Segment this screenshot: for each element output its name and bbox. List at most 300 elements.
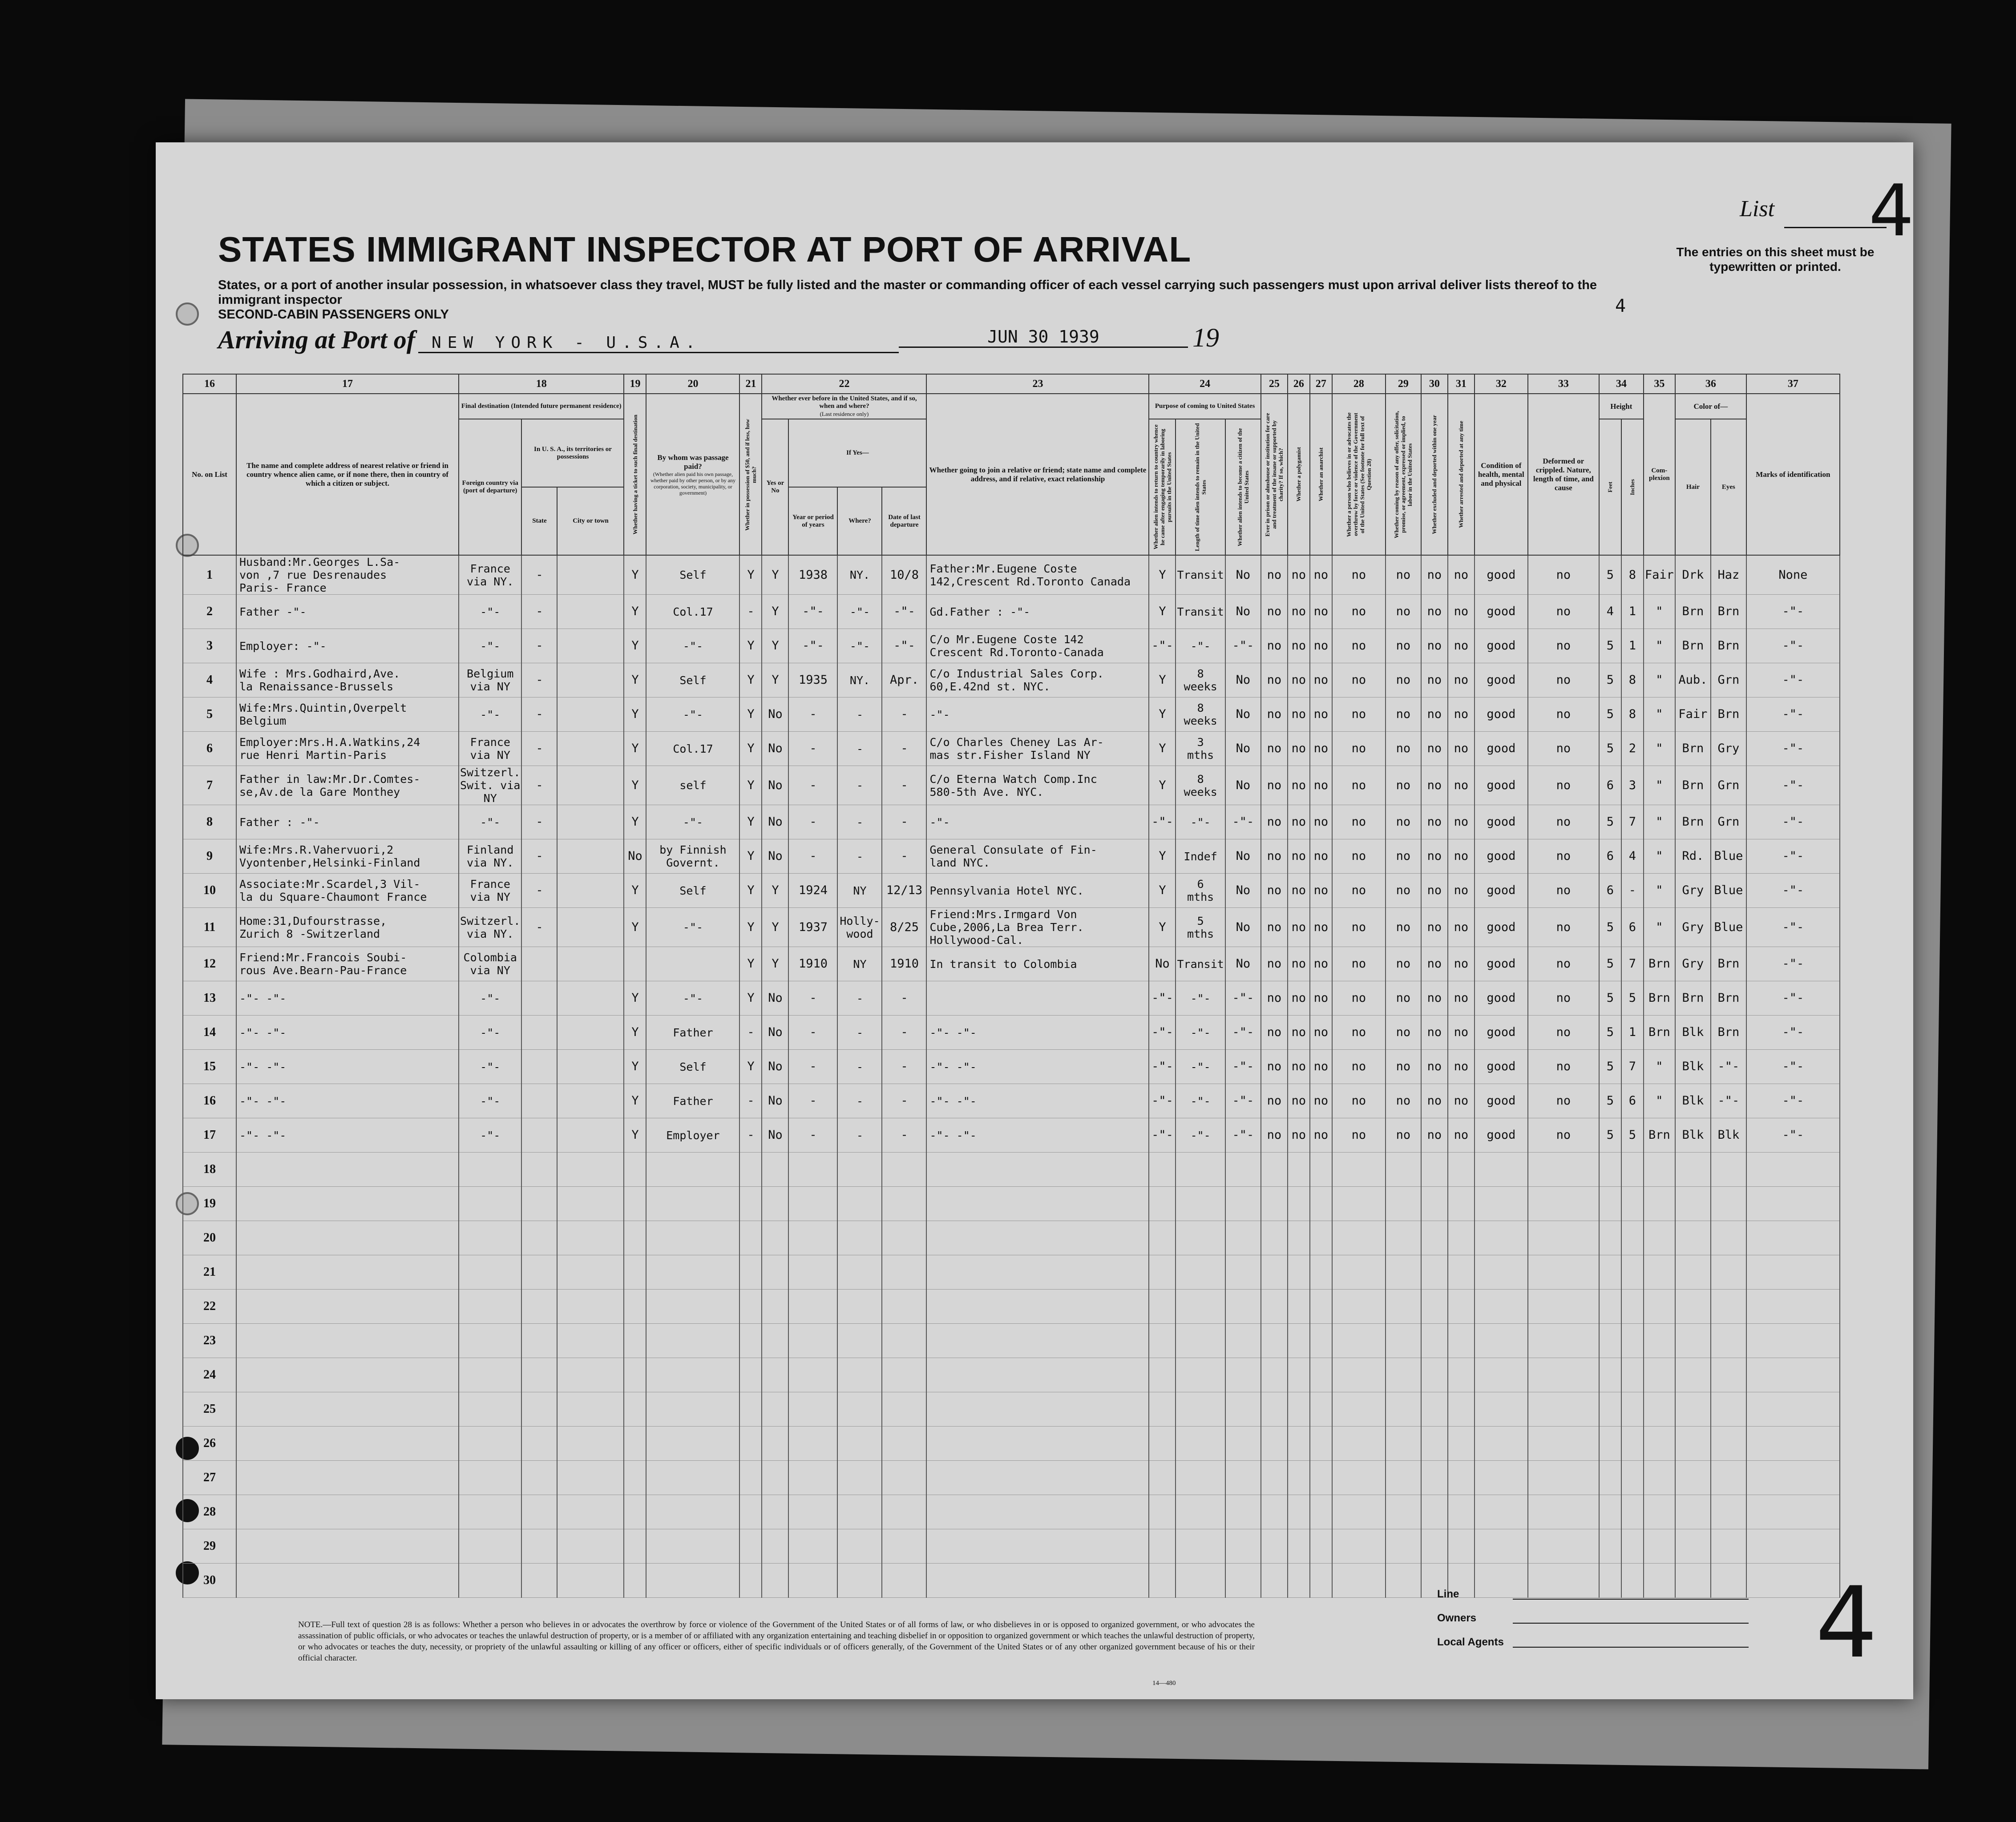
cell-yn xyxy=(762,1529,788,1564)
cell-tk: Y xyxy=(624,766,646,805)
cell-c31: no xyxy=(1448,908,1475,947)
cell-marks: -"- xyxy=(1746,1016,1840,1050)
cell-where xyxy=(837,1187,882,1221)
cell-tk: Y xyxy=(624,1016,646,1050)
cell-c28 xyxy=(1332,1255,1386,1290)
col-num-16: 16 xyxy=(183,374,236,394)
cell-tk xyxy=(624,1221,646,1255)
cell-marks: -"- xyxy=(1746,908,1840,947)
cell-marks xyxy=(1746,1290,1840,1324)
cell-hair: Brn xyxy=(1675,595,1711,629)
cell-dep: - xyxy=(882,805,926,839)
cell-pb xyxy=(1176,1221,1225,1255)
cell-c29: no xyxy=(1386,1084,1421,1118)
cell-ft: 5 xyxy=(1599,629,1621,663)
cell-c28: no xyxy=(1332,874,1386,908)
cell-c29: no xyxy=(1386,839,1421,874)
cell-city xyxy=(557,1153,624,1187)
cell-fc xyxy=(459,1358,521,1392)
cell-c29: no xyxy=(1386,1050,1421,1084)
cell-tk xyxy=(624,1564,646,1598)
cell-def: no xyxy=(1528,697,1599,732)
cell-c25 xyxy=(1261,1358,1288,1392)
col-num-19: 19 xyxy=(624,374,646,394)
cell-st xyxy=(521,1461,557,1495)
cell-fc xyxy=(459,1461,521,1495)
cell-pc: -"- xyxy=(1225,1016,1261,1050)
cell-paid: Father xyxy=(646,1084,739,1118)
cell-in xyxy=(1621,1427,1644,1461)
cell-st xyxy=(521,981,557,1016)
cell-c28: no xyxy=(1332,805,1386,839)
cell-pb: Transit xyxy=(1176,595,1225,629)
cell-yn: Y xyxy=(762,629,788,663)
table-row xyxy=(183,663,1840,697)
cell-pb xyxy=(1176,1564,1225,1598)
cell-c29 xyxy=(1386,1324,1421,1358)
cell-city xyxy=(557,1495,624,1529)
cell-comp: " xyxy=(1644,595,1675,629)
cell-in: 5 xyxy=(1621,981,1644,1016)
header-c30 xyxy=(1421,394,1448,555)
cell-tk: Y xyxy=(624,697,646,732)
cell-tk: Y xyxy=(624,1118,646,1153)
cell-where xyxy=(837,1461,882,1495)
cell-def: no xyxy=(1528,555,1599,595)
cell-c31 xyxy=(1448,1461,1475,1495)
cell-marks: -"- xyxy=(1746,947,1840,981)
cell-fc xyxy=(459,1153,521,1187)
page-subtitle xyxy=(218,278,1633,322)
cell-fc: -"- xyxy=(459,1084,521,1118)
header-purpose: Purpose of coming to United States xyxy=(1149,394,1261,419)
cell-pc: No xyxy=(1225,874,1261,908)
line-label: Line xyxy=(1437,1588,1459,1600)
cell-health: good xyxy=(1475,874,1528,908)
cell-paid xyxy=(646,1427,739,1461)
cell-def xyxy=(1528,1290,1599,1324)
cell-ft xyxy=(1599,1187,1621,1221)
table-row xyxy=(183,1358,1840,1392)
cell-st xyxy=(521,1290,557,1324)
cell-join: General Consulate of Fin- land NYC. xyxy=(926,839,1149,874)
cell-c31: no xyxy=(1448,697,1475,732)
cell-def xyxy=(1528,1153,1599,1187)
cell-dep xyxy=(882,1324,926,1358)
cell-st xyxy=(521,1324,557,1358)
cell-c31: no xyxy=(1448,874,1475,908)
cell-no: 22 xyxy=(183,1290,236,1324)
cell-def xyxy=(1528,1427,1599,1461)
cell-eyes xyxy=(1711,1461,1746,1495)
cell-rel: -"- -"- xyxy=(236,1016,459,1050)
cell-where xyxy=(837,1529,882,1564)
header-money xyxy=(739,394,762,555)
cell-c26: no xyxy=(1288,839,1310,874)
cell-st: - xyxy=(521,805,557,839)
header-health: Condition of health, mental and physical xyxy=(1475,394,1528,555)
cell-health xyxy=(1475,1461,1528,1495)
cell-c29 xyxy=(1386,1461,1421,1495)
cell-tk xyxy=(624,947,646,981)
cell-tk xyxy=(624,1358,646,1392)
cell-where: - xyxy=(837,697,882,732)
arriving-label: Arriving at Port of xyxy=(218,325,416,354)
header-last-residence: (Last residence only) xyxy=(820,411,869,417)
cell-c30: no xyxy=(1421,1118,1448,1153)
header-purpose-a-text: Whether alien intends to return to country whence he came after engaging temporarily in laboring pursuits in the United States xyxy=(1152,424,1172,550)
cell-paid xyxy=(646,1358,739,1392)
cell-c30: no xyxy=(1421,1084,1448,1118)
cell-c26 xyxy=(1288,1495,1310,1529)
cell-dep: - xyxy=(882,697,926,732)
cell-where: Holly- wood xyxy=(837,908,882,947)
cell-c26 xyxy=(1288,1392,1310,1427)
cell-eyes: Blue xyxy=(1711,874,1746,908)
cell-where xyxy=(837,1427,882,1461)
cell-in: 8 xyxy=(1621,663,1644,697)
cell-dep xyxy=(882,1529,926,1564)
cell-money xyxy=(739,1529,762,1564)
cell-rel xyxy=(236,1187,459,1221)
cell-city xyxy=(557,981,624,1016)
cell-join xyxy=(926,981,1149,1016)
cell-c28: no xyxy=(1332,555,1386,595)
cell-c28 xyxy=(1332,1290,1386,1324)
cell-eyes: Brn xyxy=(1711,947,1746,981)
header-c31-text: Whether arrested and deported at any time xyxy=(1458,421,1465,528)
cell-city xyxy=(557,947,624,981)
col-num-35: 35 xyxy=(1644,374,1675,394)
cell-paid: -"- xyxy=(646,629,739,663)
cell-paid: -"- xyxy=(646,908,739,947)
cell-c26: no xyxy=(1288,1118,1310,1153)
cell-c30: no xyxy=(1421,908,1448,947)
cell-st: - xyxy=(521,697,557,732)
header-c26-text: Whether a polygamist xyxy=(1295,447,1302,502)
cell-hair xyxy=(1675,1290,1711,1324)
cell-rel xyxy=(236,1221,459,1255)
cell-dep xyxy=(882,1461,926,1495)
cell-rel: Home:31,Dufourstrasse, Zurich 8 -Switzerland xyxy=(236,908,459,947)
cell-money xyxy=(739,1461,762,1495)
header-c27-text: Whether an anarchist xyxy=(1317,447,1325,501)
cell-pc: No xyxy=(1225,947,1261,981)
cell-rel: Husband:Mr.Georges L.Sa- von ,7 rue Desrenaudes Paris- France xyxy=(236,555,459,595)
cell-health xyxy=(1475,1529,1528,1564)
cell-where: - xyxy=(837,1050,882,1084)
cell-yr xyxy=(788,1392,837,1427)
cell-dep: Apr. xyxy=(882,663,926,697)
cell-eyes: Blue xyxy=(1711,839,1746,874)
cell-rel xyxy=(236,1461,459,1495)
cell-no: 15 xyxy=(183,1050,236,1084)
cell-ft xyxy=(1599,1221,1621,1255)
cell-hair xyxy=(1675,1495,1711,1529)
cell-join xyxy=(926,1392,1149,1427)
cell-c27 xyxy=(1310,1529,1332,1564)
cell-in: 7 xyxy=(1621,1050,1644,1084)
cell-paid xyxy=(646,1324,739,1358)
cell-city xyxy=(557,1427,624,1461)
cell-ft: 5 xyxy=(1599,732,1621,766)
cell-c27 xyxy=(1310,1187,1332,1221)
cell-pb: Transit xyxy=(1176,555,1225,595)
cell-paid: Self xyxy=(646,663,739,697)
table-row xyxy=(183,595,1840,629)
cell-yr: 1937 xyxy=(788,908,837,947)
cell-st xyxy=(521,1564,557,1598)
header-join-relative: Whether going to join a relative or friend; state name and complete address, and if relative, exact relationship xyxy=(926,394,1149,555)
cell-c28: no xyxy=(1332,732,1386,766)
header-yes-or-no: Yes or No xyxy=(762,419,788,555)
cell-comp: " xyxy=(1644,663,1675,697)
cell-c30: no xyxy=(1421,805,1448,839)
cell-marks xyxy=(1746,1427,1840,1461)
cell-comp: Fair xyxy=(1644,555,1675,595)
cell-c27: no xyxy=(1310,629,1332,663)
cell-yr xyxy=(788,1221,837,1255)
cell-ft: 5 xyxy=(1599,947,1621,981)
cell-pc: No xyxy=(1225,697,1261,732)
cell-in xyxy=(1621,1153,1644,1187)
cell-in: - xyxy=(1621,874,1644,908)
header-c27 xyxy=(1310,394,1332,555)
header-inches xyxy=(1621,419,1644,555)
cell-city xyxy=(557,629,624,663)
cell-tk: Y xyxy=(624,555,646,595)
cell-c27: no xyxy=(1310,981,1332,1016)
cell-ft: 5 xyxy=(1599,805,1621,839)
cell-paid: Self xyxy=(646,1050,739,1084)
header-c25 xyxy=(1261,394,1288,555)
cell-yn: No xyxy=(762,1050,788,1084)
cell-dep xyxy=(882,1255,926,1290)
header-year-period: Year or period of years xyxy=(788,487,837,555)
cell-c26 xyxy=(1288,1153,1310,1187)
cell-paid: -"- xyxy=(646,697,739,732)
cell-join: Pennsylvania Hotel NYC. xyxy=(926,874,1149,908)
cell-def: no xyxy=(1528,1050,1599,1084)
cell-st xyxy=(521,1084,557,1118)
cell-c29: no xyxy=(1386,595,1421,629)
cell-pa: Y xyxy=(1149,874,1176,908)
cell-no: 9 xyxy=(183,839,236,874)
cell-city xyxy=(557,555,624,595)
col-num-37: 37 xyxy=(1746,374,1840,394)
cell-c26: no xyxy=(1288,629,1310,663)
cell-c28: no xyxy=(1332,1016,1386,1050)
cell-comp: Brn xyxy=(1644,1016,1675,1050)
cell-tk xyxy=(624,1495,646,1529)
cell-c28 xyxy=(1332,1324,1386,1358)
cell-pa: -"- xyxy=(1149,1016,1176,1050)
cell-c26: no xyxy=(1288,1050,1310,1084)
cell-c28: no xyxy=(1332,629,1386,663)
cell-st xyxy=(521,947,557,981)
cell-c25 xyxy=(1261,1255,1288,1290)
col-num-22: 22 xyxy=(762,374,926,394)
cell-city xyxy=(557,805,624,839)
cell-pa: Y xyxy=(1149,595,1176,629)
cell-paid xyxy=(646,1461,739,1495)
cell-c25: no xyxy=(1261,629,1288,663)
cell-c29 xyxy=(1386,1495,1421,1529)
cell-no: 19 xyxy=(183,1187,236,1221)
cell-money: Y xyxy=(739,766,762,805)
cell-in: 5 xyxy=(1621,1118,1644,1153)
cell-ft: 5 xyxy=(1599,1084,1621,1118)
cell-pb: 3 mths xyxy=(1176,732,1225,766)
cell-where xyxy=(837,1392,882,1427)
cell-join: Gd.Father : -"- xyxy=(926,595,1149,629)
cell-pb xyxy=(1176,1461,1225,1495)
cell-c27: no xyxy=(1310,839,1332,874)
cell-comp xyxy=(1644,1495,1675,1529)
cell-rel xyxy=(236,1427,459,1461)
cell-ft xyxy=(1599,1461,1621,1495)
table-row xyxy=(183,697,1840,732)
cell-where xyxy=(837,1255,882,1290)
cell-money xyxy=(739,1392,762,1427)
cell-money xyxy=(739,1187,762,1221)
cell-no: 12 xyxy=(183,947,236,981)
cell-st xyxy=(521,1050,557,1084)
cell-yn: Y xyxy=(762,908,788,947)
cell-c26: no xyxy=(1288,663,1310,697)
cell-ft: 5 xyxy=(1599,1016,1621,1050)
cell-c30 xyxy=(1421,1529,1448,1564)
cell-c30 xyxy=(1421,1495,1448,1529)
cell-no: 2 xyxy=(183,595,236,629)
cell-yr: - xyxy=(788,1016,837,1050)
cell-paid: -"- xyxy=(646,981,739,1016)
cell-pb: Indef xyxy=(1176,839,1225,874)
cell-st xyxy=(521,1118,557,1153)
cell-yr: - xyxy=(788,981,837,1016)
table-row xyxy=(183,1290,1840,1324)
cell-c25: no xyxy=(1261,732,1288,766)
cell-money: Y xyxy=(739,908,762,947)
cell-c27 xyxy=(1310,1221,1332,1255)
cell-st: - xyxy=(521,595,557,629)
cell-c27 xyxy=(1310,1358,1332,1392)
cell-c28: no xyxy=(1332,595,1386,629)
cell-city xyxy=(557,1118,624,1153)
cell-dep: 8/25 xyxy=(882,908,926,947)
cell-def: no xyxy=(1528,947,1599,981)
cell-c25: no xyxy=(1261,805,1288,839)
cell-yn: Y xyxy=(762,663,788,697)
cell-yr: 1924 xyxy=(788,874,837,908)
table-row xyxy=(183,1461,1840,1495)
cell-health: good xyxy=(1475,1016,1528,1050)
cell-in: 3 xyxy=(1621,766,1644,805)
cell-paid xyxy=(646,1255,739,1290)
cell-c30 xyxy=(1421,1461,1448,1495)
table-row xyxy=(183,1050,1840,1084)
cell-c25 xyxy=(1261,1187,1288,1221)
table-row xyxy=(183,1495,1840,1529)
cell-health xyxy=(1475,1495,1528,1529)
cell-pc: No xyxy=(1225,908,1261,947)
cell-where: -"- xyxy=(837,629,882,663)
cell-yn xyxy=(762,1324,788,1358)
cell-fc xyxy=(459,1221,521,1255)
cell-ft: 5 xyxy=(1599,981,1621,1016)
cell-fc: France via NY. xyxy=(459,555,521,595)
cell-join xyxy=(926,1187,1149,1221)
cell-c27: no xyxy=(1310,697,1332,732)
cell-pc xyxy=(1225,1290,1261,1324)
cell-c28: no xyxy=(1332,663,1386,697)
cell-tk xyxy=(624,1290,646,1324)
cell-health xyxy=(1475,1358,1528,1392)
cell-dep xyxy=(882,1564,926,1598)
cell-def: no xyxy=(1528,595,1599,629)
header-purpose-b-text: Length of time alien intends to remain in the United States xyxy=(1194,423,1208,551)
header-in-usa: In U. S. A., its territories or possessions xyxy=(521,419,624,487)
cell-rel xyxy=(236,1153,459,1187)
cell-join: -"- xyxy=(926,805,1149,839)
cell-eyes: Gry xyxy=(1711,732,1746,766)
cell-in: 6 xyxy=(1621,908,1644,947)
cell-c27: no xyxy=(1310,663,1332,697)
cell-yr: - xyxy=(788,839,837,874)
cell-c29 xyxy=(1386,1255,1421,1290)
cell-c27: no xyxy=(1310,805,1332,839)
header-purpose-b xyxy=(1176,419,1225,555)
cell-pc: No xyxy=(1225,839,1261,874)
cell-comp xyxy=(1644,1358,1675,1392)
cell-in xyxy=(1621,1529,1644,1564)
cell-tk: Y xyxy=(624,629,646,663)
cell-yn xyxy=(762,1221,788,1255)
header-row-1 xyxy=(183,394,1840,419)
cell-pc xyxy=(1225,1461,1261,1495)
cell-money: Y xyxy=(739,663,762,697)
cell-yn xyxy=(762,1255,788,1290)
manifest-table xyxy=(182,374,1840,1598)
cell-dep xyxy=(882,1358,926,1392)
cell-where xyxy=(837,1324,882,1358)
cell-def: no xyxy=(1528,663,1599,697)
cell-yr: 1938 xyxy=(788,555,837,595)
cell-c27: no xyxy=(1310,947,1332,981)
cell-join: C/o Eterna Watch Comp.Inc 580-5th Ave. NYC. xyxy=(926,766,1149,805)
cell-yr: - xyxy=(788,1084,837,1118)
cell-c29 xyxy=(1386,1187,1421,1221)
header-c26 xyxy=(1288,394,1310,555)
cell-def xyxy=(1528,1529,1599,1564)
cell-dep: - xyxy=(882,1050,926,1084)
cell-eyes: Brn xyxy=(1711,629,1746,663)
cell-eyes xyxy=(1711,1392,1746,1427)
cell-no: 26 xyxy=(183,1427,236,1461)
cell-no: 29 xyxy=(183,1529,236,1564)
cell-yn: No xyxy=(762,732,788,766)
cell-c30 xyxy=(1421,1392,1448,1427)
cell-ft xyxy=(1599,1427,1621,1461)
cell-paid xyxy=(646,1529,739,1564)
cell-c28 xyxy=(1332,1461,1386,1495)
cell-eyes xyxy=(1711,1290,1746,1324)
header-c31 xyxy=(1448,394,1475,555)
cell-c26 xyxy=(1288,1187,1310,1221)
cell-money xyxy=(739,1495,762,1529)
cell-c28: no xyxy=(1332,697,1386,732)
cell-join xyxy=(926,1564,1149,1598)
